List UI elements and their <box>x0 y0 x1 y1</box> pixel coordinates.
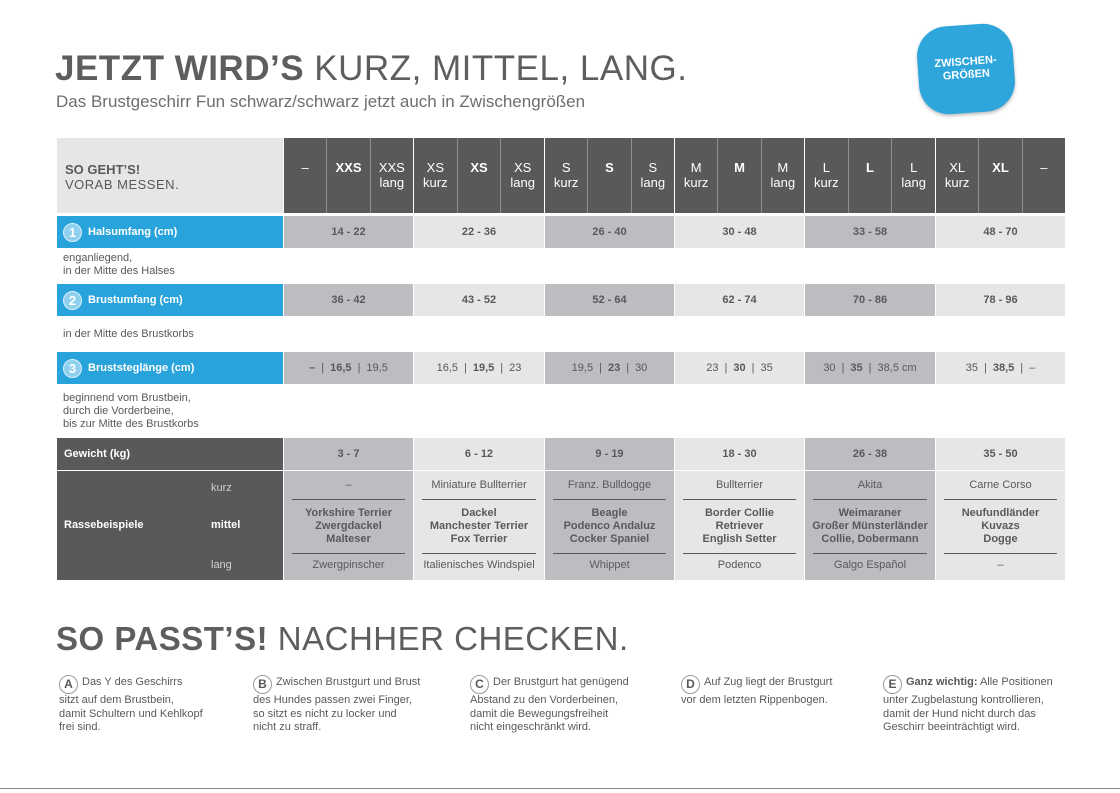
letter-circle-icon: D <box>681 675 700 694</box>
rasse-divider <box>292 553 405 554</box>
steg-separator: | <box>599 362 602 374</box>
steg-value-mittel: 30 <box>733 362 746 374</box>
check-title-light: NACHHER CHECKEN. <box>277 620 629 657</box>
steg-separator: | <box>751 362 755 374</box>
rasse-column <box>414 471 544 580</box>
size-label: S <box>605 160 614 175</box>
tip-bold: Ganz wichtig: <box>906 675 978 688</box>
check-tip <box>253 675 453 735</box>
rasse-mittel-breed: Großer Münsterländer <box>812 520 928 532</box>
tip-line: so sitzt es nicht zu locker und <box>253 707 397 720</box>
rasse-column <box>284 471 413 580</box>
size-label: L <box>910 160 918 175</box>
rasse-lang: Italienisches Windspiel <box>423 559 535 571</box>
rasse-mittel-breed: Neufundländer <box>961 507 1040 519</box>
title-bold: JETZT WIRD’S <box>55 49 305 88</box>
size-sublabel: lang <box>510 175 535 190</box>
rasse-column <box>805 471 935 580</box>
steg-separator: | <box>626 362 630 374</box>
size-label: XS <box>514 160 532 175</box>
steg-value-kurz: 30 <box>823 362 836 374</box>
letter-circle-icon: B <box>253 675 272 694</box>
check-tip <box>883 675 1083 735</box>
tip-line: unter Zugbelastung kontrollieren, <box>883 694 1044 706</box>
steg-value-mittel: 19,5 <box>472 362 495 374</box>
steg-value <box>936 352 1065 384</box>
zwischengroessen-badge <box>915 22 1017 116</box>
rasse-mittel-breed: Yorkshire Terrier <box>304 507 393 519</box>
size-header-cell <box>457 138 501 213</box>
steg-value <box>805 352 935 384</box>
rasse-lang: Podenco <box>717 559 762 571</box>
rasse-divider <box>292 499 405 500</box>
tip-line: Geschirr beeinträchtigt wird. <box>883 721 1020 733</box>
tip-line: nicht zu straff. <box>253 721 322 733</box>
size-header-cell <box>545 138 587 213</box>
tip-line: des Hundes passen zwei Finger, <box>253 694 412 706</box>
steg-separator: | <box>321 362 325 374</box>
rasse-mittel-breed: Beagle <box>591 507 628 519</box>
rasse-mittel-breed: Fox Terrier <box>450 533 508 545</box>
brust-value: 78 - 96 <box>936 284 1065 316</box>
size-sublabel: lang <box>379 175 405 190</box>
size-label: XS <box>426 160 444 175</box>
hals-value: 33 - 58 <box>805 216 935 248</box>
page-title <box>55 49 687 89</box>
tip-line: Auf Zug liegt der Brustgurt <box>704 675 833 688</box>
steg-value-kurz: 16,5 <box>436 362 459 374</box>
rasse-label: Rassebeispiele <box>64 519 144 531</box>
hals-desc-line-1: enganliegend, <box>63 252 133 264</box>
steg-value-lang: 23 <box>509 362 522 374</box>
steg-label-text: Bruststeglänge (cm) <box>88 362 195 374</box>
rasse-mittel-label: mittel <box>211 519 241 531</box>
steg-label <box>57 352 283 384</box>
rasse-mittel-breed: Podenco Andaluz <box>563 520 656 532</box>
rasse-mittel-breed: Manchester Terrier <box>429 520 529 532</box>
size-header-cell <box>500 138 544 213</box>
size-header-cell <box>675 138 717 213</box>
steg-value-mittel: 35 <box>850 362 863 374</box>
steg-desc-line-2: durch die Vorderbeine, <box>63 405 174 417</box>
steg-value-kurz: – <box>309 362 316 374</box>
tip-line: Alle Positionen <box>979 675 1053 688</box>
steg-separator: | <box>500 362 504 374</box>
size-label: XL <box>949 160 966 175</box>
size-header-cell <box>936 138 978 213</box>
steg-value-mittel: 16,5 <box>330 362 352 374</box>
gewicht-value: 26 - 38 <box>805 438 935 470</box>
tip-line: damit Schultern und Kehlkopf <box>59 707 203 720</box>
rasse-divider <box>422 553 536 554</box>
tip-line: sitzt auf dem Brustbein, <box>59 694 174 706</box>
size-label: S <box>648 160 658 175</box>
gewicht-value: 18 - 30 <box>675 438 804 470</box>
size-header-cell <box>631 138 674 213</box>
hals-description <box>63 252 175 278</box>
intro-light: VORAB MESSEN. <box>65 177 180 192</box>
rasse-divider <box>944 499 1057 500</box>
steg-value <box>284 352 413 384</box>
rasse-mittel-breed: Cocker Spaniel <box>569 533 650 545</box>
size-sublabel: kurz <box>814 175 839 190</box>
rasse-mittel <box>805 507 935 546</box>
title-light: KURZ, MITTEL, LANG. <box>314 49 688 88</box>
number-2-icon: 2 <box>63 291 82 310</box>
size-header-cell <box>848 138 892 213</box>
brust-value: 52 - 64 <box>545 284 674 316</box>
page-subtitle: Das Brustgeschirr Fun schwarz/schwarz jetzt auch in Zwischengrößen <box>56 92 586 111</box>
check-title-bold: SO PASST’S! <box>56 620 269 657</box>
size-label: – <box>1040 160 1048 175</box>
check-tip <box>470 675 670 735</box>
number-3-icon: 3 <box>63 359 82 378</box>
rasse-column <box>936 471 1065 580</box>
rasse-mittel <box>284 507 413 546</box>
size-group-header <box>545 138 674 213</box>
rasse-kurz: – <box>345 479 352 491</box>
rasse-label-block <box>57 471 283 580</box>
rasse-mittel <box>675 507 804 546</box>
tip-line: nicht eingeschränkt wird. <box>470 721 592 733</box>
size-group-header <box>936 138 1065 213</box>
brust-label-text: Brustumfang (cm) <box>88 294 183 306</box>
steg-value-lang: 38,5 cm <box>877 362 917 374</box>
rasse-mittel <box>414 507 544 546</box>
hals-value: 26 - 40 <box>545 216 674 248</box>
rasse-lang: Galgo Español <box>833 559 907 571</box>
rasse-mittel-breed: Dogge <box>983 533 1018 545</box>
tip-first-line <box>253 675 453 694</box>
brust-label <box>57 284 283 316</box>
size-header-cell <box>1022 138 1065 213</box>
tip-first-line <box>883 675 1083 694</box>
size-label: M <box>690 160 702 175</box>
rasse-mittel-breed: Zwergdackel <box>315 520 382 532</box>
gewicht-value: 6 - 12 <box>414 438 544 470</box>
size-sublabel: kurz <box>553 175 579 190</box>
letter-circle-icon: E <box>883 675 902 694</box>
steg-value-mittel: 38,5 <box>992 362 1015 374</box>
rasse-lang: – <box>997 559 1004 571</box>
size-group-header <box>414 138 544 213</box>
steg-desc-line-1: beginnend vom Brustbein, <box>63 392 191 404</box>
rasse-kurz: Miniature Bullterrier <box>431 479 527 491</box>
size-label: XXS <box>378 160 405 175</box>
size-header-cell <box>587 138 630 213</box>
size-sublabel: kurz <box>423 175 448 190</box>
size-label: S <box>561 160 571 175</box>
gewicht-value: 3 - 7 <box>284 438 413 470</box>
check-tip <box>681 675 881 708</box>
badge-line-2: GRÖßEN <box>942 67 991 83</box>
rasse-mittel-breed: Malteser <box>326 533 371 545</box>
tip-line: Der Brustgurt hat genügend <box>493 675 629 688</box>
rasse-divider <box>683 553 796 554</box>
size-label: XXS <box>335 160 362 175</box>
rasse-kurz: Bullterrier <box>715 479 764 491</box>
tip-line: frei sind. <box>59 721 101 733</box>
rasse-divider <box>422 499 536 500</box>
tip-line: Abstand zu den Vorderbeinen, <box>470 694 619 706</box>
letter-circle-icon: A <box>59 675 78 694</box>
rasse-mittel-breed: Retriever <box>715 520 764 532</box>
tip-line: vor dem letzten Rippenbogen. <box>681 694 828 706</box>
size-header-cell <box>891 138 935 213</box>
rasse-divider <box>683 499 796 500</box>
hals-value: 30 - 48 <box>675 216 804 248</box>
brust-value: 62 - 74 <box>675 284 804 316</box>
hals-label <box>57 216 283 248</box>
rasse-column <box>545 471 674 580</box>
steg-value-kurz: 35 <box>965 362 978 374</box>
rasse-mittel-breed: Border Collie <box>704 507 775 519</box>
steg-value <box>675 352 804 384</box>
steg-value-lang: 30 <box>635 362 648 374</box>
steg-separator: | <box>841 362 845 374</box>
rasse-lang: Whippet <box>589 559 630 571</box>
size-header-cell <box>717 138 760 213</box>
rasse-mittel <box>936 507 1065 546</box>
steg-value-lang: – <box>1029 362 1036 374</box>
steg-separator: | <box>357 362 361 374</box>
rasse-mittel-breed: English Setter <box>702 533 777 545</box>
steg-separator: | <box>1020 362 1024 374</box>
tip-line: damit die Bewegungsfreiheit <box>470 707 609 720</box>
size-header-cell <box>284 138 326 213</box>
steg-desc-line-3: bis zur Mitte des Brustkorbs <box>63 418 199 430</box>
rasse-kurz: Carne Corso <box>969 479 1032 491</box>
rasse-mittel-breed: Dackel <box>461 507 497 519</box>
size-sublabel: lang <box>770 175 796 190</box>
bottom-divider <box>0 788 1120 789</box>
hals-label-text: Halsumfang (cm) <box>88 226 178 238</box>
size-header-cell <box>414 138 457 213</box>
size-label: L <box>822 160 830 175</box>
tip-line: Das Y des Geschirrs <box>82 675 183 688</box>
steg-value <box>545 352 674 384</box>
size-header-cell <box>326 138 369 213</box>
letter-circle-icon: C <box>470 675 489 694</box>
size-header-cell <box>805 138 848 213</box>
steg-separator: | <box>983 362 987 374</box>
rasse-mittel <box>545 507 674 546</box>
size-group-header <box>284 138 413 213</box>
size-label: M <box>734 160 745 175</box>
rasse-divider <box>813 499 927 500</box>
tip-line: damit der Hund nicht durch das <box>883 707 1036 720</box>
size-sublabel: kurz <box>944 175 970 190</box>
size-header-cell <box>761 138 804 213</box>
size-label: – <box>301 160 309 175</box>
steg-description <box>63 392 199 431</box>
steg-value <box>414 352 544 384</box>
brust-description: in der Mitte des Brustkorbs <box>63 328 194 340</box>
tip-first-line <box>470 675 670 694</box>
size-group-header <box>675 138 804 213</box>
size-label: XL <box>992 160 1009 175</box>
gewicht-value: 35 - 50 <box>936 438 1065 470</box>
hals-value: 22 - 36 <box>414 216 544 248</box>
rasse-kurz: Franz. Bulldogge <box>567 479 652 491</box>
rasse-lang-label: lang <box>211 559 232 571</box>
steg-separator: | <box>868 362 872 374</box>
rasse-column <box>675 471 804 580</box>
steg-value-kurz: 19,5 <box>571 362 594 374</box>
rasse-mittel-breed: Weimaraner <box>838 507 902 519</box>
brust-value: 43 - 52 <box>414 284 544 316</box>
size-label: M <box>777 160 789 175</box>
size-header-cell <box>370 138 413 213</box>
size-sublabel: lang <box>901 175 926 190</box>
rasse-lang: Zwergpinscher <box>312 559 385 571</box>
size-group-header <box>805 138 935 213</box>
steg-value-lang: 35 <box>760 362 773 374</box>
tip-line: Zwischen Brustgurt und Brust <box>276 675 421 688</box>
rasse-divider <box>944 553 1057 554</box>
number-1-icon: 1 <box>63 223 82 242</box>
brust-value: 70 - 86 <box>805 284 935 316</box>
rasse-divider <box>553 499 666 500</box>
steg-value-mittel: 23 <box>607 362 621 374</box>
size-sublabel: lang <box>640 175 666 190</box>
tip-first-line <box>59 675 259 694</box>
check-tip <box>59 675 259 735</box>
badge-line-1: ZWISCHEN- <box>933 53 998 71</box>
steg-separator: | <box>724 362 728 374</box>
rasse-kurz-label: kurz <box>211 482 232 494</box>
tip-first-line <box>681 675 881 694</box>
steg-value-kurz: 23 <box>706 362 719 374</box>
size-header-cell <box>978 138 1021 213</box>
rasse-divider <box>553 553 666 554</box>
hals-value: 14 - 22 <box>284 216 413 248</box>
size-sublabel: kurz <box>683 175 709 190</box>
rasse-divider <box>813 553 927 554</box>
rasse-mittel-breed: Collie, Dobermann <box>821 533 919 545</box>
check-title <box>56 620 629 658</box>
steg-value-lang: 19,5 <box>366 362 388 374</box>
intro-bold: SO GEHT’S! <box>65 162 141 177</box>
gewicht-value: 9 - 19 <box>545 438 674 470</box>
rasse-mittel-breed: Kuvazs <box>981 520 1020 532</box>
rasse-kurz: Akita <box>857 479 883 491</box>
brust-value: 36 - 42 <box>284 284 413 316</box>
hals-value: 48 - 70 <box>936 216 1065 248</box>
gewicht-label: Gewicht (kg) <box>57 438 283 470</box>
size-label: XS <box>470 160 488 175</box>
size-label: L <box>866 160 874 175</box>
hals-desc-line-2: in der Mitte des Halses <box>63 265 175 277</box>
table-intro <box>57 138 283 213</box>
steg-separator: | <box>464 362 467 374</box>
